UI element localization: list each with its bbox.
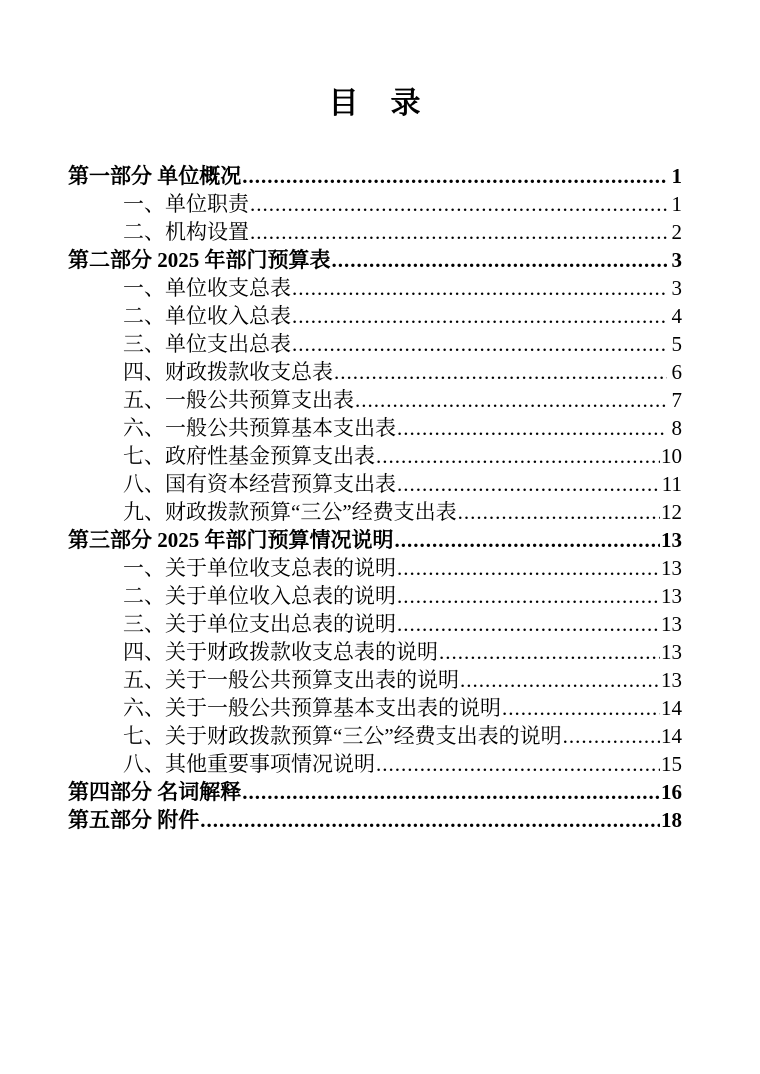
toc-entry[interactable]	[68, 218, 682, 246]
dot-leader	[332, 246, 668, 274]
toc-entry[interactable]	[68, 582, 682, 610]
toc-entry[interactable]	[68, 722, 682, 750]
toc-entry-page: 5	[671, 332, 682, 356]
toc-entry-label: 第三部分 2025 年部门预算情况说明	[68, 528, 394, 552]
toc-entry-page: 11	[661, 472, 682, 496]
toc-entry[interactable]	[68, 666, 682, 694]
toc-entry[interactable]	[68, 470, 682, 498]
dot-leader	[502, 694, 660, 722]
toc-entry-label: 五、关于一般公共预算支出表的说明	[123, 668, 459, 692]
toc-entry-label: 一、单位职责	[123, 192, 249, 216]
toc-entry-page: 14	[661, 696, 682, 720]
dot-leader	[250, 218, 667, 246]
toc-entry-page: 13	[661, 556, 682, 580]
dot-leader	[397, 470, 661, 498]
dot-leader	[376, 750, 660, 778]
toc-entry-page: 15	[661, 752, 682, 776]
dot-leader	[563, 722, 660, 750]
toc-entry-page: 14	[661, 724, 682, 748]
toc-entry-label: 八、其他重要事项情况说明	[123, 752, 375, 776]
toc-entry-page: 3	[671, 248, 682, 272]
toc-entry-label: 二、单位收入总表	[123, 304, 291, 328]
dot-leader	[250, 190, 667, 218]
dot-leader	[242, 778, 660, 806]
dot-leader	[397, 582, 660, 610]
toc-entry[interactable]	[68, 442, 682, 470]
toc-entry-label: 二、机构设置	[123, 220, 249, 244]
dot-leader	[292, 330, 667, 358]
toc-entry[interactable]	[68, 414, 682, 442]
dot-leader	[397, 554, 660, 582]
toc-entry-page: 13	[661, 612, 682, 636]
toc-entry-part-1[interactable]	[68, 162, 682, 190]
toc-entry-label: 四、财政拨款收支总表	[123, 360, 333, 384]
toc-entry[interactable]	[68, 750, 682, 778]
dot-leader	[376, 442, 660, 470]
toc-entry-label: 第一部分 单位概况	[68, 164, 242, 188]
toc-entry-page: 3	[671, 276, 682, 300]
toc-entry[interactable]	[68, 302, 682, 330]
toc-entry[interactable]	[68, 358, 682, 386]
dot-leader	[439, 638, 660, 666]
toc-entry[interactable]	[68, 498, 682, 526]
toc-entry[interactable]	[68, 190, 682, 218]
toc-entry-page: 8	[671, 416, 682, 440]
toc-entry-page: 10	[661, 444, 682, 468]
toc-entry-part-3[interactable]	[68, 526, 682, 554]
dot-leader	[200, 806, 660, 834]
toc-entry-label: 六、关于一般公共预算基本支出表的说明	[123, 696, 501, 720]
dot-leader	[460, 666, 660, 694]
toc-entry-label: 六、一般公共预算基本支出表	[123, 416, 396, 440]
dot-leader	[292, 302, 667, 330]
toc-entry-page: 16	[661, 780, 682, 804]
toc-entry-page: 13	[661, 640, 682, 664]
toc-entry-label: 一、单位收支总表	[123, 276, 291, 300]
toc-entry-part-5[interactable]	[68, 806, 682, 834]
toc-entry-page: 13	[661, 528, 682, 552]
toc-entry[interactable]	[68, 638, 682, 666]
dot-leader	[334, 358, 667, 386]
toc-entry-page: 6	[671, 360, 682, 384]
toc-entry-page: 13	[661, 584, 682, 608]
toc-entry[interactable]	[68, 274, 682, 302]
toc-entry-part-2[interactable]	[68, 246, 682, 274]
toc-entry-label: 第四部分 名词解释	[68, 780, 242, 804]
toc-entry-label: 四、关于财政拨款收支总表的说明	[123, 640, 438, 664]
toc-entry[interactable]	[68, 610, 682, 638]
dot-leader	[397, 414, 667, 442]
dot-leader	[458, 498, 660, 526]
toc-entry-label: 一、关于单位收支总表的说明	[123, 556, 396, 580]
dot-leader	[397, 610, 660, 638]
toc-entry[interactable]	[68, 554, 682, 582]
dot-leader	[292, 274, 667, 302]
toc-entry-label: 三、单位支出总表	[123, 332, 291, 356]
table-of-contents	[68, 162, 682, 834]
dot-leader	[355, 386, 667, 414]
toc-entry-label: 七、关于财政拨款预算“三公”经费支出表的说明	[123, 724, 562, 748]
toc-entry-page: 7	[671, 388, 682, 412]
toc-entry-label: 八、国有资本经营预算支出表	[123, 472, 396, 496]
toc-entry-page: 1	[671, 192, 682, 216]
toc-entry-label: 第五部分 附件	[68, 808, 200, 832]
toc-entry-label: 七、政府性基金预算支出表	[123, 444, 375, 468]
page-title: 目 录	[328, 87, 422, 120]
dot-leader	[395, 526, 661, 554]
toc-entry-page: 4	[671, 304, 682, 328]
toc-entry-label: 三、关于单位支出总表的说明	[123, 612, 396, 636]
toc-entry-page: 12	[661, 500, 682, 524]
toc-entry-label: 九、财政拨款预算“三公”经费支出表	[123, 500, 457, 524]
dot-leader	[242, 162, 667, 190]
toc-entry[interactable]	[68, 694, 682, 722]
toc-entry-page: 18	[661, 808, 682, 832]
toc-entry-part-4[interactable]	[68, 778, 682, 806]
toc-entry-page: 13	[661, 668, 682, 692]
toc-entry-label: 五、一般公共预算支出表	[123, 388, 354, 412]
toc-entry-page: 1	[671, 164, 682, 188]
toc-entry-label: 第二部分 2025 年部门预算表	[68, 248, 331, 272]
toc-entry-page: 2	[671, 220, 682, 244]
toc-entry[interactable]	[68, 386, 682, 414]
toc-entry-label: 二、关于单位收入总表的说明	[123, 584, 396, 608]
toc-entry[interactable]	[68, 330, 682, 358]
